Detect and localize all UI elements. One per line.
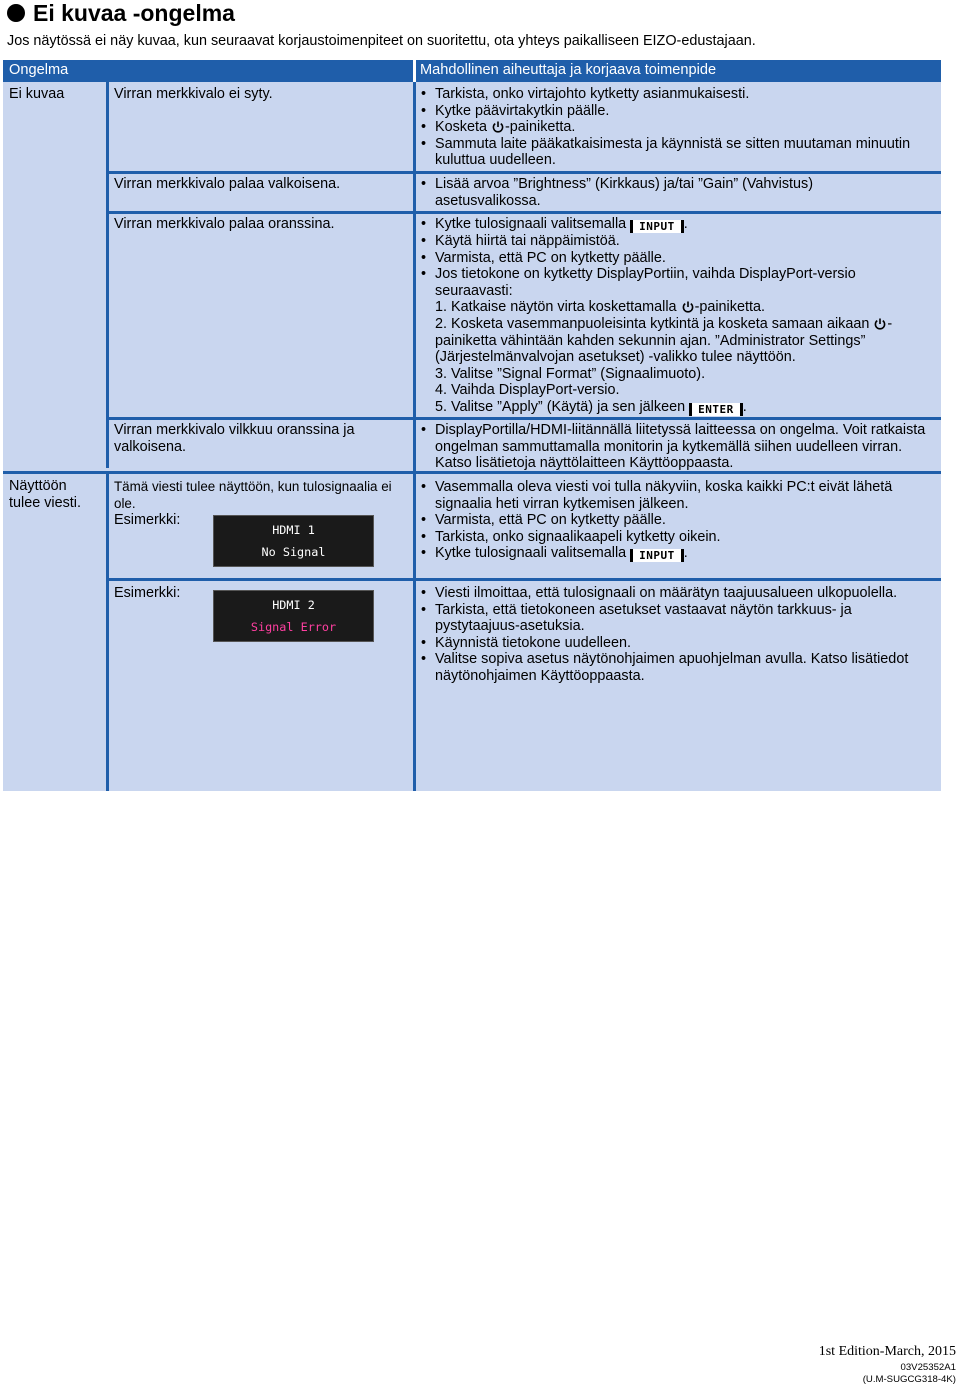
divider <box>109 417 413 420</box>
problem-message: Näyttöön tulee viesti. <box>9 478 81 511</box>
list-item: • Tarkista, että tietokoneen asetukset vastaavat näytön tarkkuus- ja pystytaajuus-asetuksia. <box>417 602 939 635</box>
divider <box>416 211 941 214</box>
list-item: • Varmista, että PC on kytketty päälle. <box>417 512 937 529</box>
list-item: • Vasemmalla oleva viesti voi tulla näkyviin, koska kaikki PC:t eivät lähetä signaalia heti virran kytkemisen jälkeen. <box>417 479 937 512</box>
page-title <box>7 0 235 26</box>
divider <box>416 578 941 581</box>
example-label: Esimerkki: <box>114 585 181 601</box>
problem-no-image: Ei kuvaa <box>9 86 65 102</box>
divider <box>3 471 413 474</box>
solution-orange-led <box>417 216 937 416</box>
header-separator <box>413 60 416 82</box>
divider <box>109 211 413 214</box>
osd-message-signal-error <box>213 590 374 642</box>
divider <box>416 171 941 174</box>
bullet-dot-icon <box>7 4 25 22</box>
list-step: 1. Katkaise näytön virta koskettamalla -painiketta. <box>435 299 765 316</box>
header-problem: Ongelma <box>9 62 69 78</box>
input-key-icon: INPUT <box>630 220 684 233</box>
symptom-power-off: Virran merkkivalo ei syty. <box>114 86 273 102</box>
list-item: • Valitse sopiva asetus näytönohjaimen apuohjelman avulla. Katso lisätiedot näytönohjaimen Käyttöoppaasta. <box>417 651 939 684</box>
list-item: • Varmista, että PC on kytketty päälle. <box>417 250 937 267</box>
symptom-orange-led: Virran merkkivalo palaa oranssina. <box>114 216 335 232</box>
solution-blinking-led <box>417 422 937 472</box>
intro-text: Jos näytössä ei näy kuvaa, kun seuraavat korjaustoimenpiteet on suoritettu, ota yhteys paikalliseen EIZO-edustajaan. <box>7 33 756 49</box>
solution-signal-error <box>417 585 939 685</box>
power-icon <box>874 318 886 330</box>
document-code: 03V25352A1 <box>900 1362 956 1373</box>
osd-input-name: HDMI 1 <box>272 523 315 537</box>
symptom-white-led: Virran merkkivalo palaa valkoisena. <box>114 176 341 192</box>
example-label: Esimerkki: <box>114 512 181 528</box>
osd-status: Signal Error <box>250 620 337 634</box>
page-title-text: Ei kuvaa -ongelma <box>33 0 235 26</box>
divider <box>106 474 109 791</box>
divider <box>106 82 109 468</box>
input-key-icon: INPUT <box>630 549 684 562</box>
list-step: 4. Vaihda DisplayPort-versio. <box>435 382 620 399</box>
divider <box>416 417 941 420</box>
enter-key-icon: ENTER <box>689 403 743 416</box>
model-code: (U.M-SUGCG318-4K) <box>862 1374 956 1385</box>
list-item: • Kytke tulosignaali valitsemalla INPUT . <box>417 216 937 233</box>
osd-status: No Signal <box>261 545 326 559</box>
list-item: • Kytke tulosignaali valitsemalla INPUT . <box>417 545 937 562</box>
header-solution: Mahdollinen aiheuttaja ja korjaava toimenpide <box>420 62 717 78</box>
divider <box>413 82 416 791</box>
list-item: • Lisää arvoa ”Brightness” (Kirkkaus) ja/tai ”Gain” (Vahvistus) asetusvalikossa. <box>417 176 862 209</box>
solution-power-off <box>417 86 937 169</box>
list-item: • DisplayPortilla/HDMI-liitännällä liitetyssä laitteessa on ongelma. Voit ratkaista ongelman sammuttamalla monitorin ja kytkemällä siihen uudelleen virran. Katso lisätietoja näyttölaitteen Käyttöoppaasta. <box>417 422 937 472</box>
list-step: 5. Valitse ”Apply” (Käytä) ja sen jälkeen ENTER . <box>435 398 747 416</box>
message-description: Tämä viesti tulee näyttöön, kun tulosignaalia ei ole. <box>114 479 392 511</box>
list-item: • Sammuta laite pääkatkaisimesta ja käynnistä se sitten muutaman minuutin kuluttua uudelleen. <box>417 136 937 169</box>
solution-no-signal <box>417 479 937 562</box>
osd-message-no-signal <box>213 515 374 567</box>
edition-text: 1st Edition-March, 2015 <box>818 1344 956 1359</box>
list-item: • Viesti ilmoittaa, että tulosignaali on määrätyn taajuusalueen ulkopuolella. <box>417 585 939 602</box>
list-item: • Jos tietokone on kytketty DisplayPortiin, vaihda DisplayPort-versio seuraavasti: <box>417 266 937 299</box>
list-item: • Käynnistä tietokone uudelleen. <box>417 635 939 652</box>
list-item: • Tarkista, onko virtajohto kytketty asianmukaisesti. <box>417 86 937 103</box>
symptom-blinking-led: Virran merkkivalo vilkkuu oranssina ja valkoisena. <box>114 422 355 455</box>
list-item: • Kytke päävirtakytkin päälle. <box>417 103 937 120</box>
power-icon <box>682 301 694 313</box>
osd-input-name: HDMI 2 <box>272 598 315 612</box>
list-step: 2. Kosketa vasemmanpuoleisinta kytkintä ja kosketa samaan aikaan -painiketta vähintään kahden sekunnin ajan. ”Administrator Settings” (Järjestelmänvalvojan asetukset) -valikko tulee näyttöön. <box>435 315 893 366</box>
divider <box>109 578 413 581</box>
power-icon <box>492 121 504 133</box>
list-item: • Käytä hiirtä tai näppäimistöä. <box>417 233 937 250</box>
list-item: • Kosketa -painiketta. <box>417 119 937 136</box>
solution-white-led <box>417 176 862 209</box>
divider <box>109 171 413 174</box>
list-step: 3. Valitse ”Signal Format” (Signaalimuoto). <box>435 365 706 382</box>
list-item: • Tarkista, onko signaalikaapeli kytketty oikein. <box>417 529 937 546</box>
